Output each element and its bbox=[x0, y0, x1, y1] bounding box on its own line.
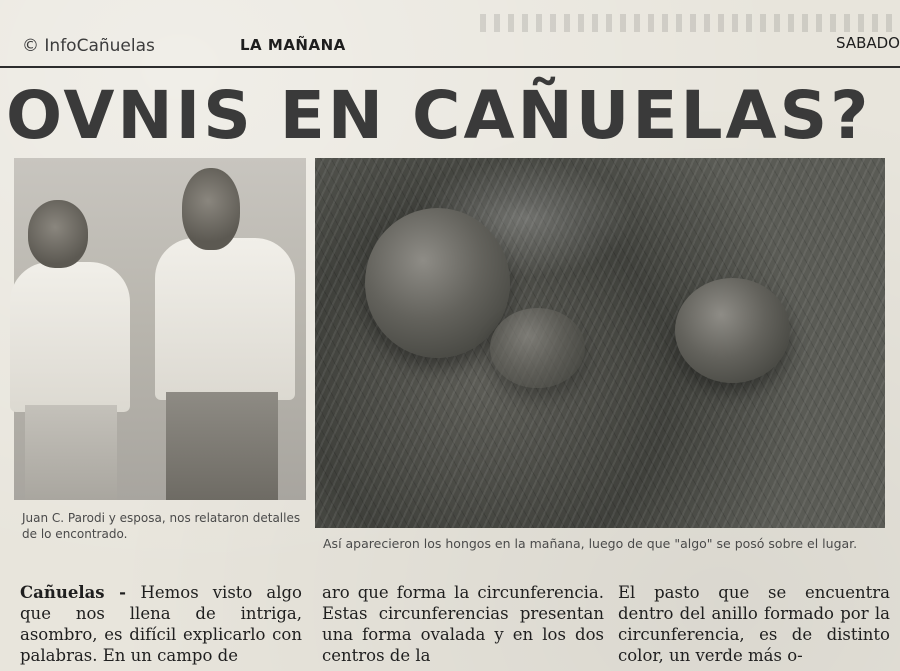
article-column-2 bbox=[322, 582, 604, 666]
mushroom-small bbox=[490, 308, 585, 388]
watermark: © InfoCañuelas bbox=[22, 36, 155, 56]
man-head bbox=[182, 168, 240, 250]
mushroom-right bbox=[675, 278, 790, 383]
woman-shirt bbox=[10, 262, 130, 412]
caption-mushrooms: Así aparecieron los hongos en la mañana, luego de que "algo" se posó sobre el lugar. bbox=[323, 536, 858, 551]
woman-head bbox=[28, 200, 88, 268]
column-3-text: El pasto que se encuentra dentro del anillo formado por la circunferencia, es de distinto color, un verde más o- bbox=[618, 583, 890, 665]
caption-couple: Juan C. Parodi y esposa, nos relataron detalles de lo encontrado. bbox=[22, 511, 301, 541]
man-pants bbox=[166, 392, 278, 500]
article-column-1 bbox=[20, 582, 302, 666]
header-date: SABADO bbox=[836, 34, 900, 52]
headline: OVNIS EN CAÑUELAS? bbox=[6, 77, 872, 154]
photo-mushrooms bbox=[315, 158, 885, 528]
column-1-text: Hemos visto algo que nos llena de intriga, asombro, es difícil explicarlo con palabras. En un campo de bbox=[20, 583, 302, 665]
woman-skirt bbox=[25, 405, 117, 500]
article-lede: Cañuelas - bbox=[20, 583, 141, 602]
newspaper-name: LA MAÑANA bbox=[240, 36, 346, 54]
column-2-text: aro que forma la circunferencia. Estas circunferencias presentan una forma ovalada y en los dos centros de la bbox=[322, 583, 604, 665]
man-shirt bbox=[155, 238, 295, 400]
torn-edge bbox=[480, 14, 900, 32]
header-rule bbox=[0, 66, 900, 68]
article-column-3 bbox=[618, 582, 890, 666]
mushroom-large bbox=[365, 208, 510, 358]
